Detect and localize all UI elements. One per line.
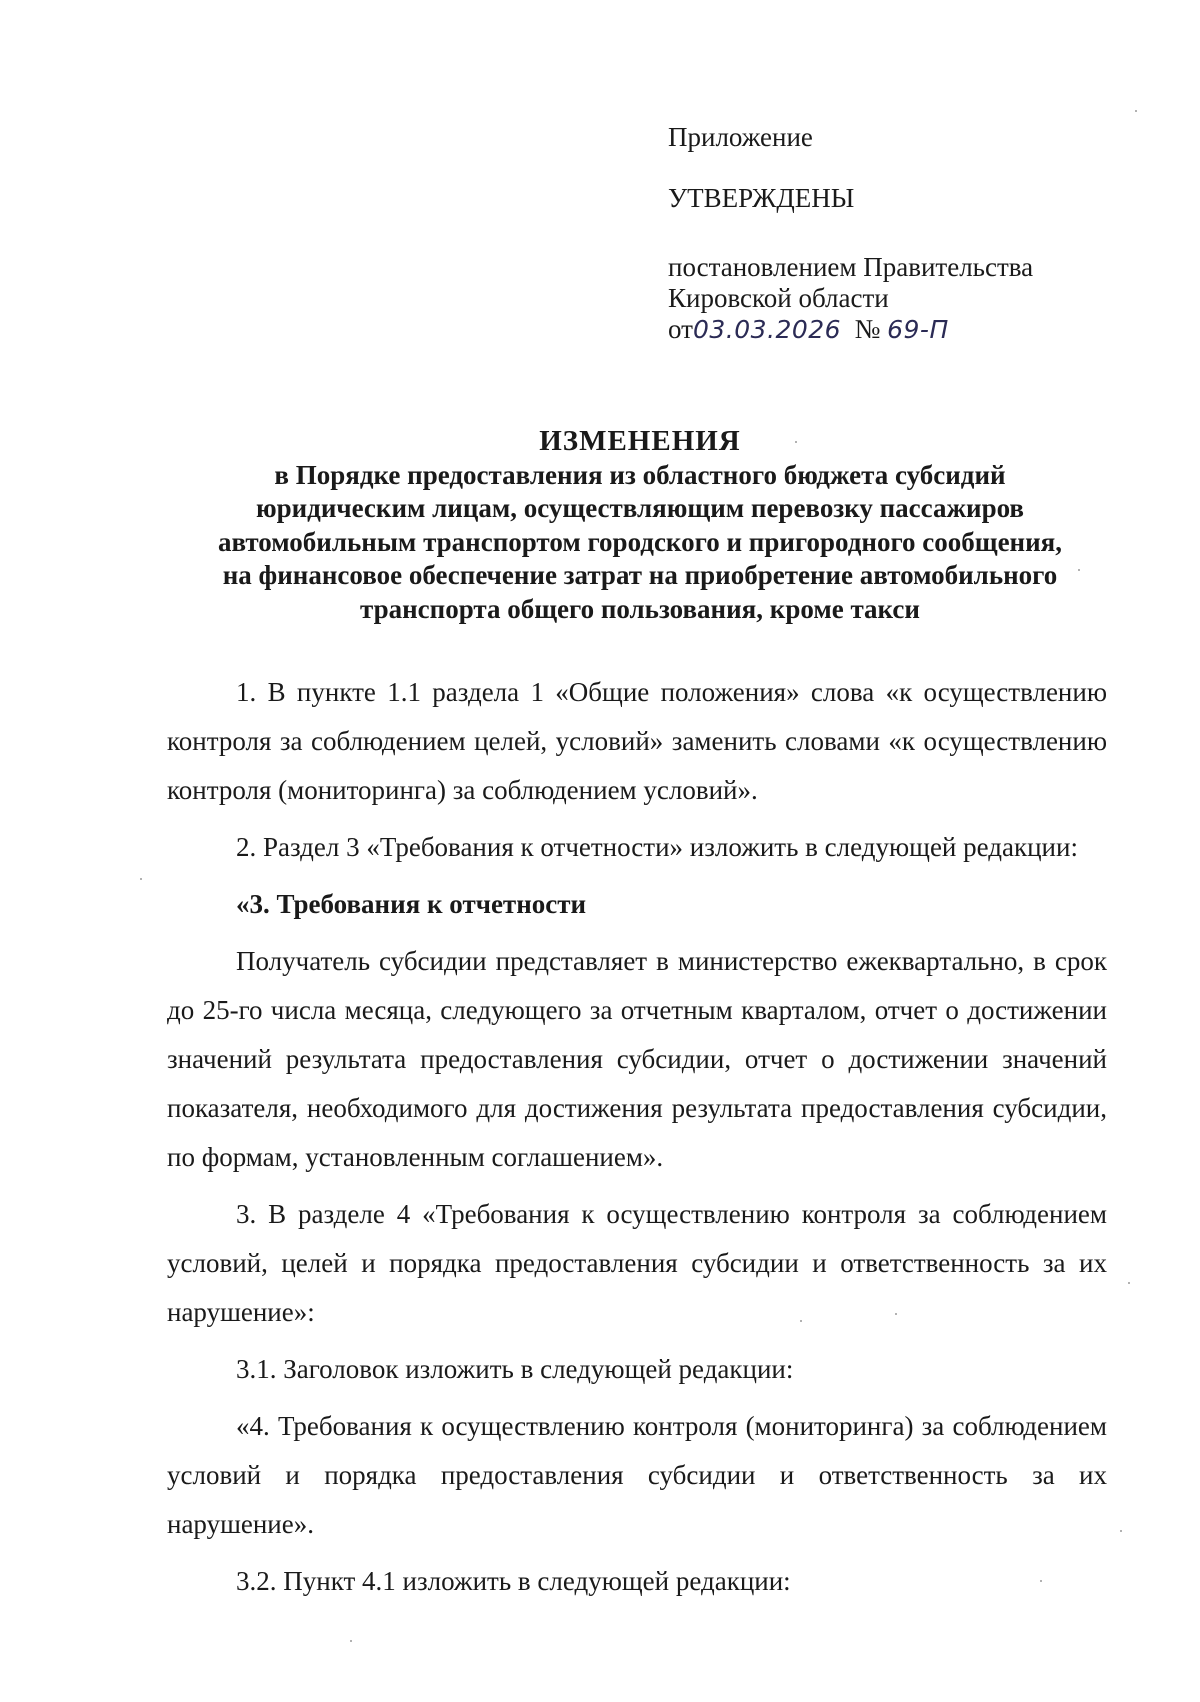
paragraph-section-4-heading: «4. Требования к осуществлению контроля (мониторинга) за соблюдением условий и порядка предоставления субсидии и ответственность за их нарушение». [167, 1411, 1107, 1539]
scan-speck [800, 1320, 802, 1322]
handwritten-date: 03.03.2026 [692, 315, 842, 344]
title-line: на финансовое обеспечение затрат на приобретение автомобильного [222, 560, 1058, 590]
title-line: в Порядке предоставления из областного бюджета субсидий [274, 459, 1006, 490]
paragraph-3-1: 3.1. Заголовок изложить в следующей редакции: [236, 1354, 794, 1384]
scan-speck [1078, 569, 1080, 571]
decree-line-1: постановлением Правительства [668, 252, 1034, 282]
title-line: автомобильным транспортом городского и пригородного сообщения, [217, 526, 1063, 557]
handwritten-number: 69-П [887, 315, 949, 344]
approved-label: УТВЕРЖДЕНЫ [668, 183, 855, 213]
number-prefix: № [854, 314, 881, 344]
title-line: юридическим лицам, осуществляющим перевозку пассажиров [255, 493, 1025, 523]
document-body [167, 668, 1107, 1614]
paragraph-1: 1. В пункте 1.1 раздела 1 «Общие положения» слова «к осуществлению контроля за соблюдением целей, условий» заменить словами «к осуществлению контроля (мониторинга) за соблюдением условий». [167, 677, 1107, 805]
section-3-heading: «3. Требования к отчетности [236, 889, 587, 919]
scan-speck [795, 441, 797, 443]
date-prefix: от [668, 314, 693, 344]
paragraph-2: 2. Раздел 3 «Требования к отчетности» изложить в следующей редакции: [236, 832, 1078, 862]
title-main: ИЗМЕНЕНИЯ [539, 425, 741, 457]
scan-speck [1120, 1530, 1122, 1532]
decree-line-2: Кировской области [668, 283, 889, 313]
approval-block [668, 122, 1108, 345]
decree-date-line [668, 314, 1108, 345]
appendix-label: Приложение [668, 122, 813, 152]
scan-speck [1128, 1282, 1130, 1284]
paragraph-3: 3. В разделе 4 «Требования к осуществлению контроля за соблюдением условий, целей и порядка предоставления субсидии и ответственность за их нарушение»: [167, 1199, 1107, 1327]
document-title [150, 425, 1130, 626]
scan-speck [895, 1313, 897, 1315]
scan-speck [1040, 1580, 1042, 1582]
paragraph-3-2: 3.2. Пункт 4.1 изложить в следующей редакции: [236, 1566, 791, 1596]
scan-speck [350, 1640, 352, 1642]
scan-speck [1135, 110, 1137, 112]
scan-speck [140, 878, 142, 880]
paragraph-reporting: Получатель субсидии представляет в министерство ежеквартально, в срок до 25-го числа месяца, следующего за отчетным кварталом, отчет о достижении значений результата предоставления субсидии, отчет о достижении значений показателя, необходимого для достижения результата предоставления субсидии, по формам, установленным соглашением». [167, 946, 1107, 1172]
title-line: транспорта общего пользования, кроме такси [360, 593, 920, 624]
